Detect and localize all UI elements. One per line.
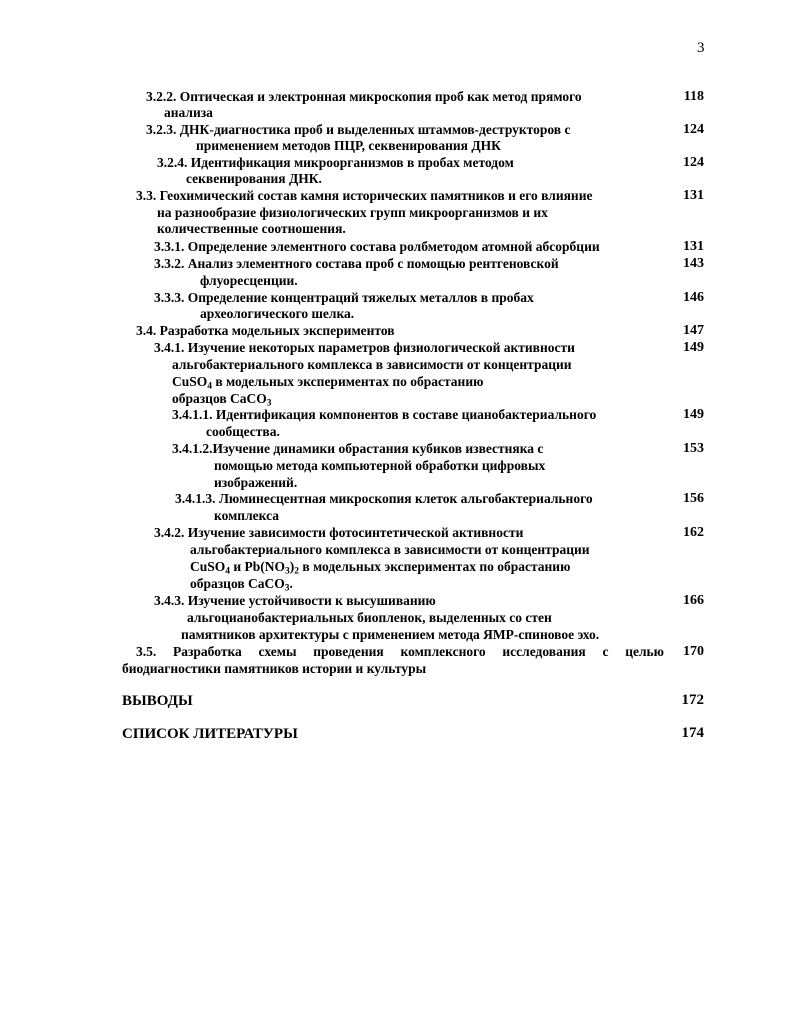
toc-entry-3-2-4-text-cont: секвенирования ДНК. bbox=[186, 171, 322, 186]
toc-entry-3-2-3-text: 3.2.3. ДНК-диагностика проб и выделенных штаммов-деструкторов с bbox=[146, 122, 571, 137]
toc-entry-3-2-3-text-cont: применением методов ПЦР, секвенирования ДНК bbox=[196, 138, 501, 153]
toc-entry-3-5-text-cont: биодиагностики памятников истории и культуры bbox=[122, 661, 427, 676]
toc-entry-3-4-1-3-text-cont: комплекса bbox=[214, 508, 279, 523]
toc-entry-3-2-4-page: 124 bbox=[683, 155, 704, 170]
toc-entry-3-5-page: 170 bbox=[683, 644, 704, 659]
toc-entry-3-2-2-page: 118 bbox=[683, 89, 704, 104]
toc-entry-3-4-1-page: 149 bbox=[683, 340, 704, 355]
toc-entry-3-4-3-page: 166 bbox=[683, 593, 704, 608]
toc-entry-3-4-2-text-cont: CuSO$_4$ и $Pb(NO_3)_2$ в модельных экспериментах по обрастанию bbox=[190, 559, 571, 577]
toc-entry-3-4-1-1-text: 3.4.1.1. Идентификация компонентов в составе цианобактериального bbox=[172, 407, 597, 422]
toc-entry-3-4-1-1-page: 149 bbox=[683, 407, 704, 422]
toc-entry-3-3-text-cont: на разнообразие физиологических групп микроорганизмов и их bbox=[157, 205, 548, 220]
toc-entry-3-3-1-text: 3.3.1. Определение элементного состава ролбметодом атомной абсорбции bbox=[154, 239, 600, 254]
toc-references-page: 174 bbox=[681, 725, 704, 741]
toc-entry-3-4-1-3-text: 3.4.1.3. Люминесцентная микроскопия клеток альгобактериального bbox=[175, 491, 593, 506]
toc-entry-3-4-1-2-text-cont: помощью метода компьютерной обработки цифровых bbox=[214, 458, 546, 473]
toc-entry-3-4-1-2-page: 153 bbox=[683, 441, 704, 456]
toc-entry-3-3-2-text: 3.3.2. Анализ элементного состава проб с помощью рентгеновской bbox=[154, 256, 559, 271]
toc-entry-3-4-page: 147 bbox=[683, 323, 704, 338]
toc-entry-3-3-2-text-cont: флуоресценции. bbox=[200, 273, 298, 288]
toc-entry-3-4-1-2-text-cont: изображений. bbox=[214, 475, 298, 490]
toc-entry-3-4-1-text-cont: альгобактериального комплекса в зависимости от концентрации bbox=[172, 357, 572, 372]
toc-conclusions-page: 172 bbox=[681, 692, 704, 708]
toc-entry-3-4-2-page: 162 bbox=[683, 525, 704, 540]
toc-entry-3-4-3-text-cont: альгоцианобактериальных биопленок, выделенных со стен bbox=[187, 610, 552, 625]
toc-entry-3-2-2-text-cont: анализа bbox=[164, 105, 213, 120]
toc-entry-3-2-3-page: 124 bbox=[683, 122, 704, 137]
toc-references-label: СПИСОК ЛИТЕРАТУРЫ bbox=[122, 726, 298, 742]
toc-entry-3-3-2-page: 143 bbox=[683, 256, 704, 271]
toc-entry-3-4-1-2-text: 3.4.1.2.Изучение динамики обрастания кубиков известняка с bbox=[172, 441, 544, 456]
toc-entry-3-4-1-3-page: 156 bbox=[683, 491, 704, 506]
toc-entry-3-4-2-text-cont: образцов CaCO$_3$. bbox=[190, 576, 293, 594]
toc-entry-3-4-1-text-cont: образцов CaCO$_3$ bbox=[172, 391, 272, 409]
toc-entry-3-4-1-text-cont: CuSO$_4$ в модельных экспериментах по обрастанию bbox=[172, 374, 484, 392]
toc-entry-3-3-text-cont: количественные соотношения. bbox=[157, 221, 346, 236]
toc-conclusions-label: ВЫВОДЫ bbox=[122, 693, 193, 709]
toc-entry-3-3-text: 3.3. Геохимический состав камня исторических памятников и его влияние bbox=[136, 188, 593, 203]
toc-entry-3-4-text: 3.4. Разработка модельных экспериментов bbox=[136, 323, 395, 338]
toc-entry-3-3-3-page: 146 bbox=[683, 290, 704, 305]
toc-entry-3-4-3-text: 3.4.3. Изучение устойчивости к высушиванию bbox=[154, 593, 436, 608]
toc-entry-3-4-1-text: 3.4.1. Изучение некоторых параметров физиологической активности bbox=[154, 340, 575, 355]
toc-entry-3-4-1-1-text-cont: сообщества. bbox=[206, 424, 280, 439]
toc-entry-3-3-3-text: 3.3.3. Определение концентраций тяжелых металлов в пробах bbox=[154, 290, 534, 305]
toc-entry-3-3-page: 131 bbox=[683, 188, 704, 203]
toc-entry-3-2-4-text: 3.2.4. Идентификация микроорганизмов в пробах методом bbox=[157, 155, 514, 170]
toc-entry-3-4-2-text: 3.4.2. Изучение зависимости фотосинтетической активности bbox=[154, 525, 524, 540]
toc-entry-3-4-2-text-cont: альгобактериального комплекса в зависимости от концентрации bbox=[190, 542, 590, 557]
toc-entry-3-2-2-text: 3.2.2. Оптическая и электронная микроскопия проб как метод прямого bbox=[146, 89, 582, 104]
page-number: 3 bbox=[697, 40, 705, 56]
toc-entry-3-3-1-page: 131 bbox=[683, 239, 704, 254]
toc-entry-3-3-3-text-cont: археологического шелка. bbox=[200, 306, 355, 321]
toc-entry-3-4-3-text-cont: памятников архитектуры с применением метода ЯМР-спиновое эхо. bbox=[181, 627, 600, 642]
toc-entry-3-5-text: 3.5. Разработка схемы проведения комплексного исследования с целью bbox=[136, 644, 664, 659]
